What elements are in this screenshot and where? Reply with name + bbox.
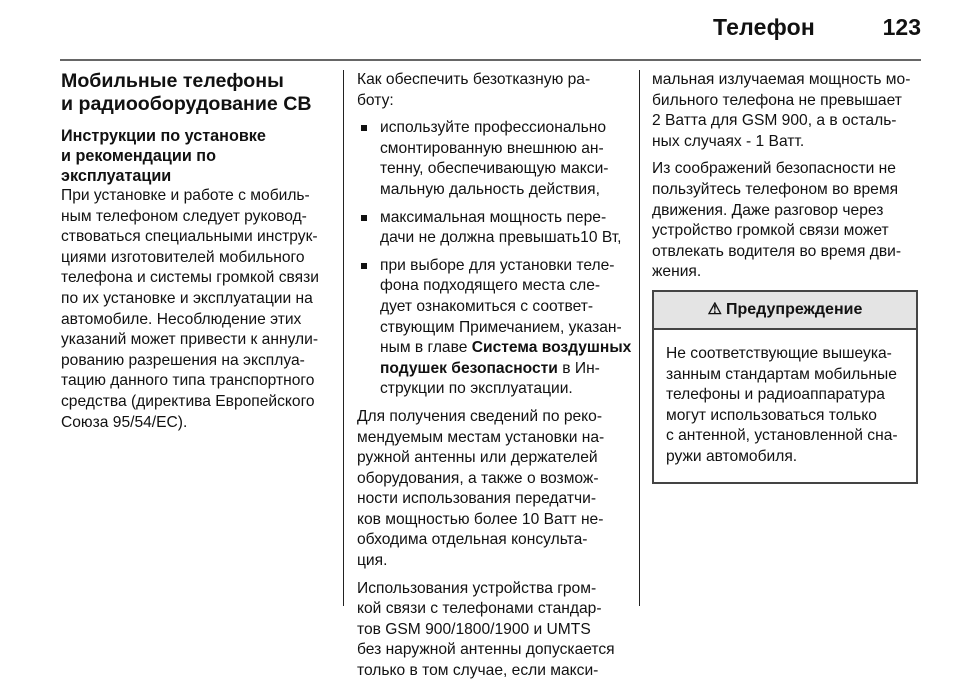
bullet-square-icon bbox=[361, 215, 367, 221]
header-title: Телефон bbox=[713, 14, 815, 40]
paragraph-safety: Из соображений безопасности не пользуйтесь телефоном во время движения. Даже разговор через устройство громкой связи может отвлекать водителя во время дви- жения. bbox=[652, 160, 902, 281]
bullet-item-power: максимальная мощность пере- дачи не должна превышать10 Вт, bbox=[357, 208, 633, 249]
bullet-item-placement: при выборе для установки теле- фона подходящего места сле- дует ознакомиться с соответ- ствующим Примечанием, указан- ным в главе Система воздушных подушек безопасности в Ин- струкции по эксплуатации. bbox=[357, 256, 633, 400]
column-2 bbox=[357, 70, 633, 689]
paragraph-handsfree: Использования устройства гром- кой связи с телефонами стандар- тов GSM 900/1800/1900 и UMTS без наружной антенны допускается только в том случае, если макси- bbox=[357, 579, 615, 680]
column-1 bbox=[61, 70, 337, 440]
paragraph-power-limit: мальная излучаемая мощность мо- бильного телефона не превышает 2 Ватта для GSM 900, а в осталь- ных случаях - 1 Ватт. bbox=[652, 71, 911, 150]
sub-title: Инструкции по установке и рекомендации по эксплуатации bbox=[61, 127, 266, 185]
airbag-chapter-link-cont: подушек безопасности bbox=[380, 359, 558, 377]
bullet-square-icon bbox=[361, 125, 367, 131]
column-3 bbox=[652, 70, 920, 484]
paragraph-intro: Как обеспечить безотказную ра- боту: bbox=[357, 71, 591, 109]
header-rule bbox=[60, 59, 921, 61]
warning-title: Предупреждение bbox=[726, 300, 863, 318]
paragraph-consultation: Для получения сведений по реко- мендуемым местам установки на- ружной антенны или держателей оборудования, а также о возмож- ности использования передатчи- ков мощностью более 10 Ватт не- обходима отдельная консульта- ция. bbox=[357, 407, 605, 570]
bullet-item-antenna: используйте профессионально смонтированную внешнюю ан- тенну, обеспечивающую макси- мальную дальность действия, bbox=[357, 118, 633, 200]
paragraph-installation: При установке и работе с мобиль- ным телефоном следует руковод- ствоваться специальными инструк- циями изготовителей мобильного телефона и системы громкой связи по их установке и эксплуатации на автомобиле. Несоблюдение этих указаний может привести к аннули- рованию разрешения на эксплуа- тацию данного типа транспортного средства (директива Европейского Союза 95/54/ЕС). bbox=[61, 187, 319, 431]
column-divider-2 bbox=[639, 70, 640, 606]
column-divider-1 bbox=[343, 70, 344, 606]
warning-body: Не соответствующие вышеука- занным стандартам мобильные телефоны и радиоаппаратура могут использоваться только с антенной, установленной сна- ружи автомобиля. bbox=[666, 344, 898, 465]
bullet-square-icon bbox=[361, 263, 367, 269]
warning-header bbox=[654, 292, 916, 330]
warning-box bbox=[652, 290, 918, 484]
warning-triangle-icon: ⚠ bbox=[707, 300, 722, 318]
airbag-chapter-link: Система воздушных bbox=[471, 339, 632, 357]
page-number: 123 bbox=[882, 14, 921, 40]
section-title: Мобильные телефоны и радиооборудование CB bbox=[61, 70, 312, 115]
